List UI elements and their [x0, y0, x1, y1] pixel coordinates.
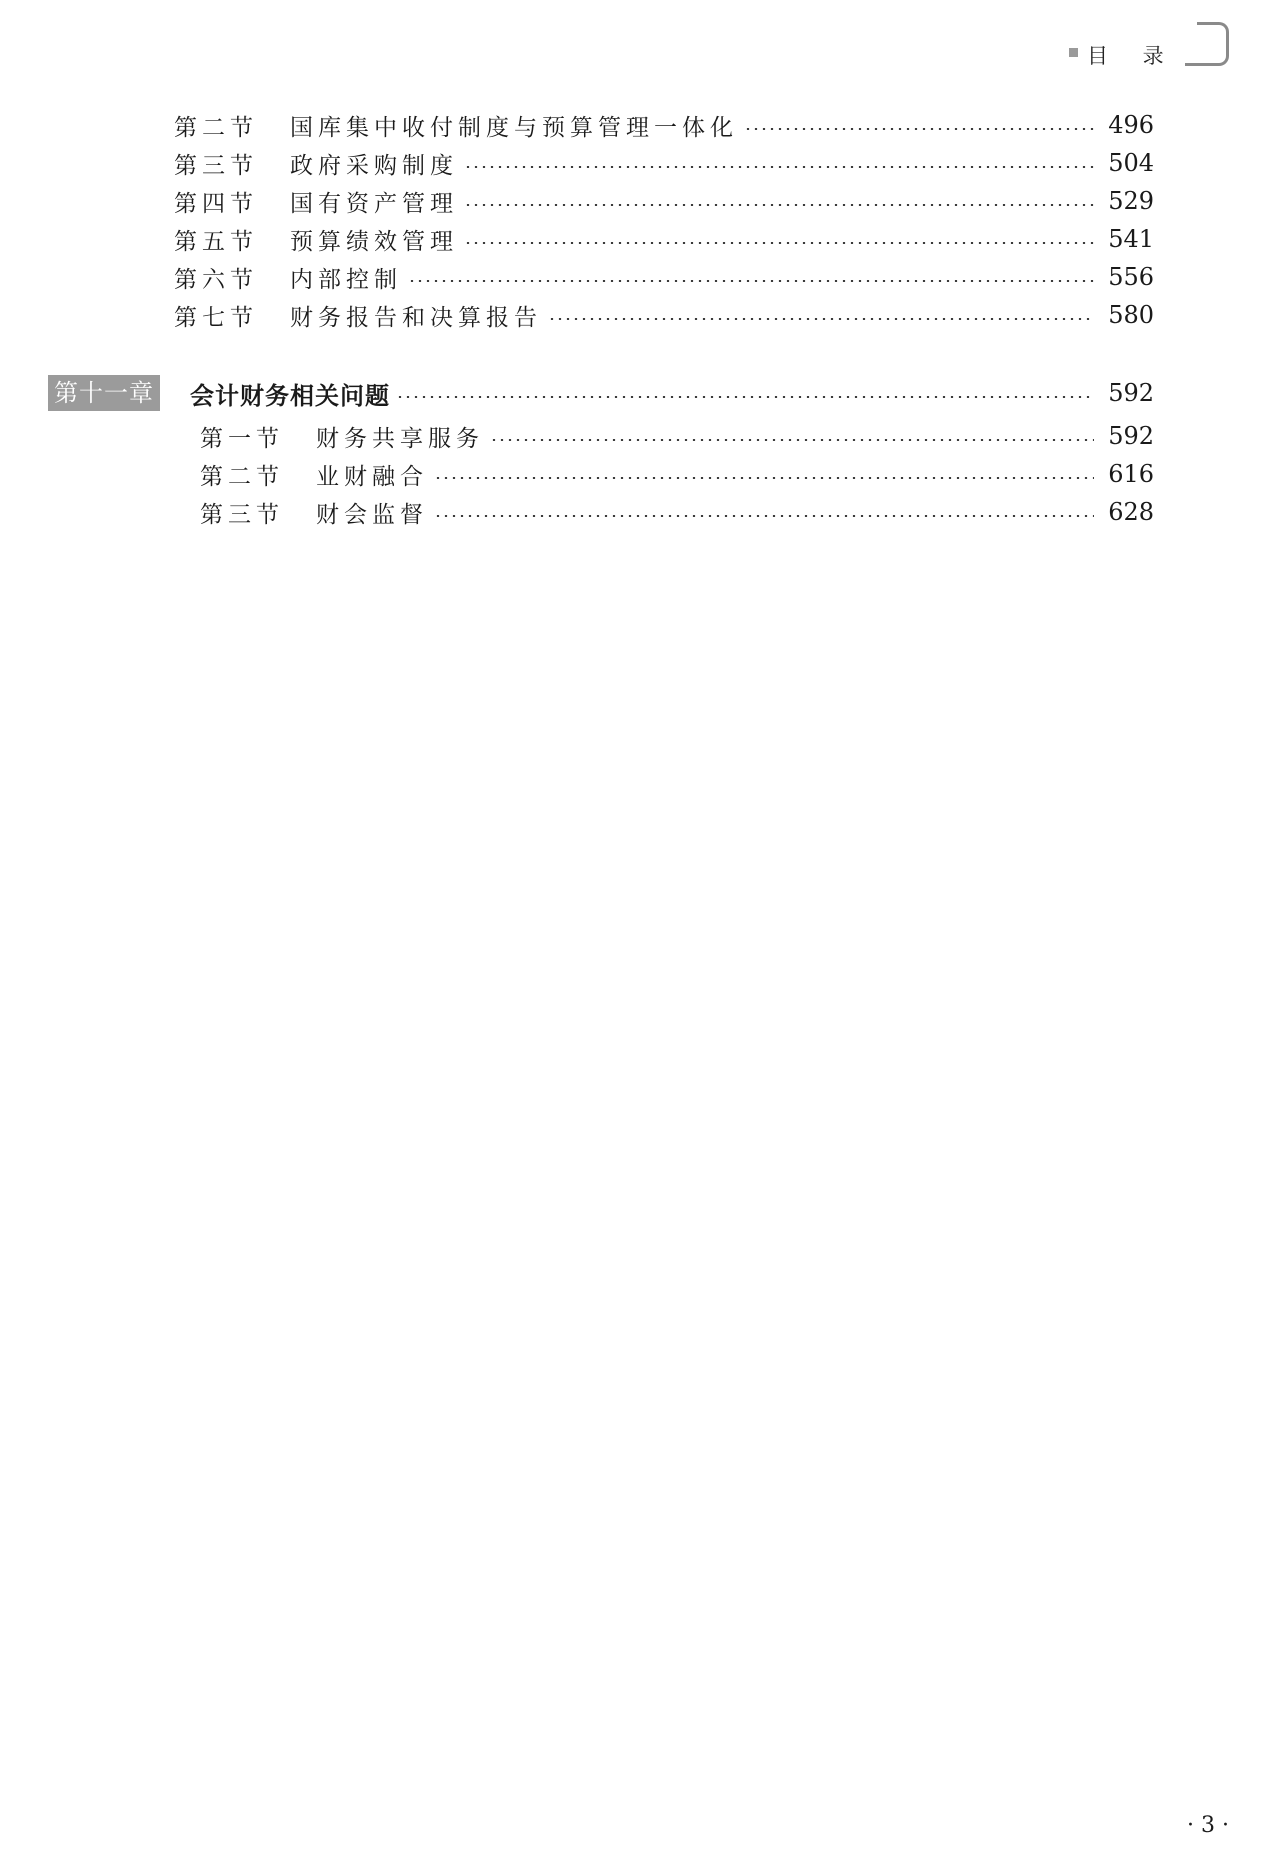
- page-number: 541: [1108, 225, 1154, 253]
- header-square-icon: [1069, 48, 1078, 57]
- section-label: 第二节: [200, 463, 284, 490]
- dot-leader: [548, 318, 1094, 320]
- page-header: [1069, 22, 1229, 72]
- header-title: 目 录: [1087, 44, 1178, 68]
- dot-leader: [434, 477, 1094, 479]
- section-label: 第四节: [174, 190, 258, 217]
- toc-entry[interactable]: [174, 297, 1154, 333]
- page-number: 616: [1108, 460, 1154, 488]
- dot-leader: [464, 166, 1094, 168]
- section-label: 第二节: [174, 114, 258, 141]
- toc-entry[interactable]: [174, 145, 1154, 181]
- section-title: 财务共享服务: [316, 425, 484, 452]
- page-number: 628: [1108, 498, 1154, 526]
- toc-entry[interactable]: [174, 221, 1154, 257]
- page-number: 592: [1108, 379, 1154, 407]
- toc-entry[interactable]: [174, 107, 1154, 143]
- page-number: 592: [1108, 422, 1154, 450]
- dot-leader: [396, 396, 1094, 398]
- section-title: 业财融合: [316, 463, 428, 490]
- section-label: 第一节: [200, 425, 284, 452]
- page-number: 529: [1108, 187, 1154, 215]
- page-number: 496: [1108, 111, 1154, 139]
- dot-leader: [744, 128, 1094, 130]
- chapter-entry[interactable]: [48, 373, 1154, 413]
- section-title: 预算绩效管理: [290, 228, 458, 255]
- header-bracket-icon: [1185, 22, 1229, 66]
- section-label: 第六节: [174, 266, 258, 293]
- page-footer-number: · 3 ·: [1187, 1813, 1229, 1838]
- section-title: 财会监督: [316, 501, 428, 528]
- section-title: 政府采购制度: [290, 152, 458, 179]
- toc-entry[interactable]: [200, 418, 1154, 454]
- dot-leader: [434, 515, 1094, 517]
- dot-leader: [408, 280, 1094, 282]
- section-title: 财务报告和决算报告: [290, 304, 542, 331]
- toc-entry[interactable]: [200, 494, 1154, 530]
- section-title: 国有资产管理: [290, 190, 458, 217]
- dot-leader: [464, 204, 1094, 206]
- chapter-label-badge: 第十一章: [48, 375, 160, 411]
- section-title: 内部控制: [290, 266, 402, 293]
- toc-entry[interactable]: [200, 456, 1154, 492]
- dot-leader: [490, 439, 1094, 441]
- page-number: 556: [1108, 263, 1154, 291]
- toc-entry[interactable]: [174, 259, 1154, 295]
- section-label: 第三节: [174, 152, 258, 179]
- page-number: 504: [1108, 149, 1154, 177]
- toc-entry[interactable]: [174, 183, 1154, 219]
- chapter-title: 会计财务相关问题: [190, 381, 390, 410]
- section-label: 第五节: [174, 228, 258, 255]
- section-label: 第七节: [174, 304, 258, 331]
- section-label: 第三节: [200, 501, 284, 528]
- dot-leader: [464, 242, 1094, 244]
- page-number: 580: [1108, 301, 1154, 329]
- section-title: 国库集中收付制度与预算管理一体化: [290, 114, 738, 141]
